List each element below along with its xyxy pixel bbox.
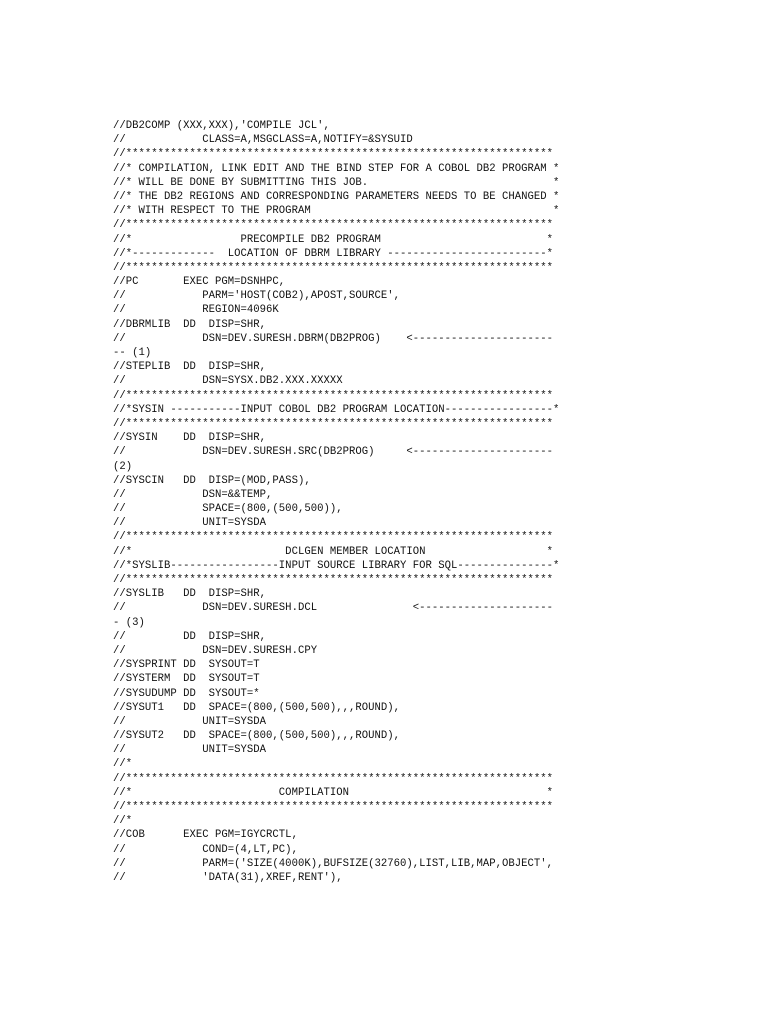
code-line: //******************************************************************* — [113, 148, 554, 161]
code-line: //SYSUT1 DD SPACE=(800,(500,500),,,ROUND), — [113, 701, 400, 714]
code-line: // DSN=SYSX.DB2.XXX.XXXXX — [113, 375, 343, 388]
code-line: //DB2COMP (XXX,XXX),'COMPILE JCL', — [113, 120, 330, 132]
code-line: //* — [113, 758, 133, 771]
code-line: //SYSCIN DD DISP=(MOD,PASS), — [113, 474, 311, 487]
code-line: // 'DATA(31),XREF,RENT'), — [113, 871, 343, 884]
code-line: //COB EXEC PGM=IGYCRCTL, — [113, 829, 298, 842]
code-line: //DBRMLIB DD DISP=SHR, — [113, 318, 267, 331]
code-line: // SPACE=(800,(500,500)), — [113, 503, 343, 516]
code-line: // UNIT=SYSDA — [113, 517, 267, 530]
code-line: //SYSUDUMP DD SYSOUT=* — [113, 687, 260, 700]
code-line: //* WILL BE DONE BY SUBMITTING THIS JOB. * — [113, 176, 560, 189]
code-line: -- (1) — [113, 347, 152, 359]
code-line: //SYSTERM DD SYSOUT=T — [113, 673, 260, 686]
code-line: // PARM=('SIZE(4000K),BUFSIZE(32760),LIST,LIB,MAP,OBJECT', — [113, 857, 554, 870]
code-line: // DD DISP=SHR, — [113, 630, 267, 643]
code-line: //* THE DB2 REGIONS AND CORRESPONDING PARAMETERS NEEDS TO BE CHANGED * — [113, 190, 560, 203]
code-line: //******************************************************************* — [113, 801, 554, 813]
code-line: //SYSUT2 DD SPACE=(800,(500,500),,,ROUND), — [113, 730, 400, 743]
code-line: //* — [113, 815, 133, 828]
code-line: // UNIT=SYSDA — [113, 744, 267, 757]
code-line: //SYSIN DD DISP=SHR, — [113, 432, 267, 445]
code-line: //* COMPILATION, LINK EDIT AND THE BIND STEP FOR A COBOL DB2 PROGRAM * — [113, 162, 560, 175]
code-line: // CLASS=A,MSGCLASS=A,NOTIFY=&SYSUID — [113, 134, 413, 147]
jcl-document — [113, 119, 753, 885]
code-line: //*SYSLIB-----------------INPUT SOURCE LIBRARY FOR SQL---------------* — [113, 559, 560, 572]
code-line: // DSN=DEV.SURESH.SRC(DB2PROG) <---------------------- — [113, 446, 554, 459]
code-line: // REGION=4096K — [113, 304, 279, 317]
code-line: //******************************************************************* — [113, 574, 554, 586]
code-line: //******************************************************************* — [113, 261, 554, 274]
code-line: //*SYSIN -----------INPUT COBOL DB2 PROGRAM LOCATION-----------------* — [113, 403, 560, 416]
code-line: //PC EXEC PGM=DSNHPC, — [113, 276, 286, 289]
code-line: //* WITH RESPECT TO THE PROGRAM * — [113, 205, 560, 218]
code-line: // DSN=DEV.SURESH.CPY — [113, 644, 318, 657]
code-line: //******************************************************************* — [113, 772, 554, 785]
code-line: // PARM='HOST(COB2),APOST,SOURCE', — [113, 290, 400, 303]
code-line: //* COMPILATION * — [113, 786, 554, 799]
code-line: // UNIT=SYSDA — [113, 715, 267, 728]
code-line: // DSN=&&TEMP, — [113, 488, 273, 501]
code-line: // DSN=DEV.SURESH.DCL <--------------------- — [113, 602, 554, 615]
code-line: //******************************************************************* — [113, 531, 554, 544]
code-line: //* PRECOMPILE DB2 PROGRAM * — [113, 233, 554, 246]
code-line: //******************************************************************* — [113, 389, 554, 402]
code-line: //******************************************************************* — [113, 417, 554, 430]
code-line: //******************************************************************* — [113, 219, 554, 232]
code-line: // COND=(4,LT,PC), — [113, 843, 298, 856]
code-line: //SYSPRINT DD SYSOUT=T — [113, 659, 260, 672]
code-line: // DSN=DEV.SURESH.DBRM(DB2PROG) <---------------------- — [113, 332, 554, 345]
code-line: //SYSLIB DD DISP=SHR, — [113, 588, 267, 601]
code-line: //STEPLIB DD DISP=SHR, — [113, 361, 267, 374]
code-line: //* DCLGEN MEMBER LOCATION * — [113, 545, 554, 558]
code-line: //*------------- LOCATION OF DBRM LIBRARY -------------------------* — [113, 247, 554, 260]
code-line: - (3) — [113, 616, 145, 629]
code-line: (2) — [113, 460, 133, 473]
